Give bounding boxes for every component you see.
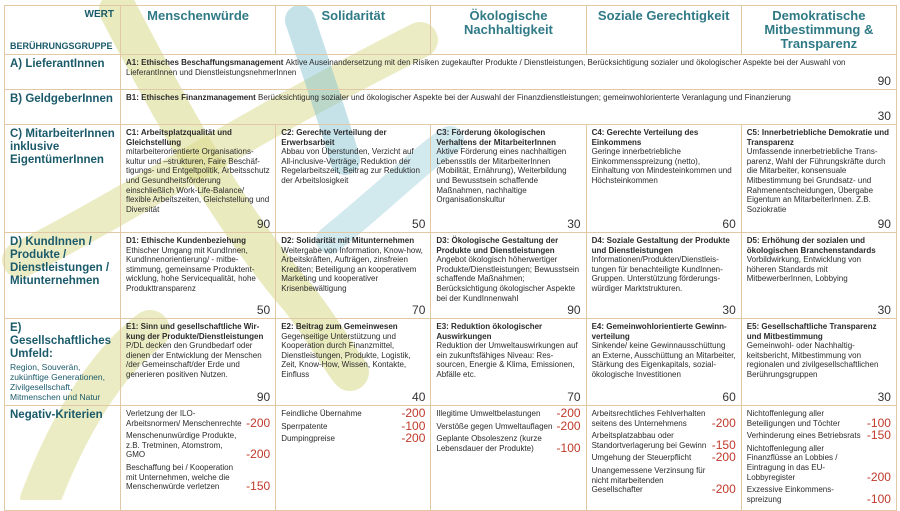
negative-item: [747, 444, 891, 482]
value-header-solidaritaet: Solidarität: [276, 6, 431, 55]
negative-item-text: Feindliche Übernahme: [281, 409, 362, 418]
stakeholder-label: A) LieferantInnen: [5, 55, 121, 90]
negative-cell: [741, 406, 896, 511]
criterion-points: 30: [877, 390, 891, 404]
value-header-oekologie: Ökologische Nachhaltigkeit: [431, 6, 586, 55]
criterion-points: 30: [877, 303, 891, 317]
negative-cell: [431, 406, 586, 511]
row-gesellschaft: [5, 319, 897, 406]
criterion-text: Aktive Auseinandersetzung mit den Risiken zugekaufter Produkte / Dienstleistungen, Berücksichtigung sozialer und ökologischer Aspekte bei der Auswahl von LieferantInnen und DienstleistungsnehmerInnen: [126, 58, 846, 77]
criterion-text: Aktive Förderung eines nachhaltigen Lebensstils der MitarbeiterInnen (Mobilität, Ernährung), Weiterbildung und Bewusstsein schaffende Maßnahmen, nachhaltige Organisationskultur: [436, 147, 567, 205]
criterion-cell: [741, 319, 896, 406]
criterion-points: 90: [567, 303, 581, 317]
negative-item-text: Dumpingpreise: [281, 434, 335, 444]
criterion-title: E3: Reduktion ökologischer Auswirkungen: [436, 322, 543, 341]
criterion-title: E5: Gesellschaftliche Transparenz und Mitbestimmung: [746, 322, 877, 341]
negative-cell: [121, 406, 276, 511]
negative-item: [436, 418, 581, 433]
negative-item-points: -200: [401, 406, 426, 420]
criterion-points: 90: [877, 217, 891, 231]
stakeholder-title: E) Gesellschaftliches Umfeld:: [10, 322, 111, 360]
negative-item-text: Arbeitsrechtliches Fehlverhalten seitens des Unternehmens: [591, 409, 706, 428]
negative-item-text: Illegitime Umweltbelastungen: [436, 409, 541, 418]
criterion-text: Abbau von Überstunden, Verzicht auf All-inclusive-Verträge, Reduktion der Regelarbeitszeit, Beitrag zur Reduktion der Arbeitslosigkeit: [281, 147, 420, 185]
row-mitarbeiter: [5, 125, 897, 233]
negative-item: [436, 406, 581, 420]
criterion-text: Umfassende innerbetriebliche Transparenz, Wahl der Führungskräfte durch die Mitarbeiter, konsensuale Mitbestimmung bei Grundsatz- und Rahmenentscheidungen, Übergabe Eigentum an MitarbeiterInnen. Z.B. Soziokratie: [746, 147, 886, 214]
criterion-points: 70: [567, 390, 581, 404]
negative-item-text: Arbeitsplatzabbau oder Standortverlagerung bei Gewinn: [591, 431, 707, 450]
negative-item-text: Verhinderung eines Betriebsrats: [746, 431, 861, 441]
row-geldgeber: [5, 90, 897, 125]
criterion-text: Sinkende/ keine Gewinnausschüttung an Externe, Ausschüttung an Mitarbeiter, Stärkung des Eigenkapitals, sozial-ökologische Investitionen: [591, 341, 736, 379]
criterion-cell: [431, 319, 586, 406]
criterion-cell: [276, 319, 431, 406]
negative-item: [747, 485, 891, 504]
criterion-text: Gegenseitige Unterstützung und Kooperation durch Finanzmittel, Dienstleistungen, Produkte, Logistik, Zeit, Know-How, Wissen, Kontakte, Einfluss: [281, 331, 411, 379]
criterion-title: B1: Ethisches Finanzmanagement: [126, 93, 256, 102]
criterion-cell: [586, 233, 741, 319]
criterion-cell: [586, 319, 741, 406]
negative-item-text: Umgehung der Steuerpflicht: [591, 453, 692, 463]
negative-item: [281, 418, 426, 433]
stakeholder-subtitle: Region, Souverän, zukünftige Generationen, Zivilgesellschaft, Mitmenschen und Natur: [10, 362, 105, 402]
criterion-text: Gemeinwohl- oder Nachhaltigkeitsbericht, Mitbestimmung von regionalen und zivilgesellschaftlichen Berührungsgruppen: [746, 341, 879, 379]
criterion-points: 90: [877, 74, 891, 88]
negative-item-points: -200: [711, 450, 736, 465]
criterion-title: C3: Förderung ökologischen Verhaltens der MitarbeiterInnen: [436, 128, 556, 147]
negative-item: [746, 428, 891, 443]
negative-item-points: -200: [866, 469, 891, 484]
stakeholder-label: B) GeldgeberInnen: [5, 90, 121, 125]
negative-item: [592, 409, 736, 428]
criterion-text: Ethischer Umgang mit KundInnen, KundInnenorientierung/ - mitbestimmung, gemeinsame Produktentwicklung, hohe Servicequalität, hohe Produkttransparenz: [126, 245, 256, 293]
negative-item-points: -200: [556, 406, 581, 420]
negative-list: [281, 406, 426, 446]
criterion-cell: [121, 55, 897, 90]
negative-item-text: Beschaffung bei / Kooperation mit Unternehmen, welche die Menschenwürde verletzen: [126, 462, 234, 492]
corner-value-label: WERT: [84, 9, 114, 20]
criterion-title: C2: Gerechte Verteilung der Erwerbsarbeit: [281, 128, 387, 147]
negative-item-text: Verletzung der ILO-Arbeitsnormen/ Menschenrechte: [126, 409, 242, 428]
negative-item: [281, 431, 426, 446]
negative-item: [436, 434, 580, 453]
negative-item-points: -200: [246, 415, 271, 430]
negative-item-points: -100: [866, 415, 891, 430]
negative-item: [281, 406, 426, 420]
negative-item-points: -150: [711, 437, 736, 452]
criterion-points: 90: [256, 217, 271, 231]
criterion-title: C5: Innerbetriebliche Demokratie und Transparenz: [746, 128, 890, 147]
criterion-cell: [741, 233, 896, 319]
criterion-title: E4: Gemeinwohlorientierte Gewinnverteilung: [591, 322, 727, 341]
negative-item-points: -200: [246, 447, 271, 462]
criterion-text: Informationen/Produkten/Dienstleistungen für benachteiligte KundInnen-Gruppen. Unterstützung förderungswürdiger Marktstrukturen.: [591, 255, 723, 293]
criterion-text: mitarbeiterorientierte Organisationskultur und –strukturen, Faire Beschäftigungs- und Entgeltpolitik, Arbeitsschutz und Gesundheitsförderung einschließlich Work-Life-Balance/ flexible Arbeitszeiten, Gleichstellung und Diversität: [126, 147, 270, 214]
criterion-text: Geringe innerbetriebliche Einkommensspreizung (netto), Einhaltung von Mindesteinkommen und Höchsteinkommen: [591, 147, 732, 185]
negative-item-points: -200: [556, 418, 581, 433]
negative-item-text: Menschenunwürdige Produkte, z.B. Tretminen, Atomstrom, GMO: [126, 431, 237, 460]
criterion-cell: [741, 125, 896, 233]
negative-item-text: Nichtoffenlegung aller Beteiligungen und Töchter: [746, 409, 841, 428]
criterion-points: 30: [722, 303, 736, 317]
criterion-title: C4: Gerechte Verteilung des Einkommens: [591, 128, 699, 147]
criterion-points: 60: [722, 390, 736, 404]
negative-list: [126, 409, 270, 492]
row-kunden: [5, 233, 897, 319]
criterion-text: Berücksichtigung sozialer und ökologischer Aspekte bei der Auswahl der Finanzdienstleistungen; gemeinwohlorienterte Veranlagung und Finanzierung: [258, 93, 791, 102]
criterion-text: Angebot ökologisch höherwertiger Produkte/Dienstleistungen; Bewusstsein schaffende Maßnahmen; Berücksichtigung ökologischer Aspekte bei der KundInnenwahl: [436, 255, 580, 303]
negative-item-text: Exzessive Einkommensspreizung: [746, 485, 834, 504]
negative-item-points: -200: [711, 415, 736, 430]
negative-item-text: Unangemessene Verzinsung für nicht mitarbeitenden Gesellschafter: [591, 465, 706, 495]
row-lieferanten: [5, 55, 897, 90]
criterion-text: Weitergabe von Information, Know-how, Arbeitskräften, Aufträgen, zinsfreien Krediten; Beteiligung an kooperativem Marketing und kooperativer Krisenbewältigung: [281, 245, 423, 293]
header-row: [5, 6, 897, 55]
negative-list: [592, 409, 736, 495]
criterion-points: 30: [567, 217, 581, 231]
stakeholder-label: [5, 319, 121, 406]
criterion-title: D4: Soziale Gestaltung der Produkte und Dienstleistungen: [591, 236, 730, 255]
stakeholder-label: C) MitarbeiterInnen inklusive EigentümerInnen: [5, 125, 121, 233]
negative-item-text: Verstöße gegen Umweltauflagen: [436, 421, 553, 431]
criterion-points: 50: [256, 303, 271, 317]
criterion-points: 50: [412, 217, 426, 231]
negative-list: [436, 406, 581, 455]
criterion-points: 40: [412, 390, 426, 404]
criterion-points: 30: [877, 109, 891, 123]
negative-item-points: -150: [246, 479, 271, 494]
negative-criteria-label: Negativ-Kriterien: [5, 406, 121, 511]
corner-group-label: BERÜHRUNGSGRUPPE: [10, 41, 113, 51]
negative-item: [126, 409, 270, 428]
criterion-cell: [121, 233, 276, 319]
value-header-menschenwuerde: Menschenwürde: [121, 6, 276, 55]
stakeholder-label: D) KundInnen / Produkte / Dienstleistungen / Mitunternehmen: [5, 233, 121, 319]
criterion-cell: [121, 90, 897, 125]
negative-item: [592, 431, 736, 450]
negative-item-text: Sperrpatente: [281, 421, 328, 431]
criterion-points: 60: [722, 217, 736, 231]
criterion-title: C1: Arbeitsplatzqualität und Gleichstellung: [126, 128, 232, 147]
value-header-gerechtigkeit: Soziale Gerechtigkeit: [586, 6, 741, 55]
criterion-points: 90: [256, 390, 271, 404]
negative-item-text: Geplante Obsoleszenz (kurze Lebensdauer der Produkte): [436, 434, 542, 453]
negative-cell: [586, 406, 741, 511]
criterion-title: D5: Erhöhung der sozialen und ökologischen Branchenstandards: [746, 236, 876, 255]
criterion-text: Reduktion der Umweltauswirkungen auf ein zukunftsfähiges Niveau: Ressourcen, Energie & Klima, Emissionen, Abfälle etc.: [436, 341, 578, 379]
criterion-points: 70: [412, 303, 426, 317]
criterion-cell: [586, 125, 741, 233]
criterion-text: P/DL decken den Grundbedarf oder dienen der Entwicklung der Menschen /der Gemeinschaft/der Erde und generieren positiven Nutzen.: [126, 341, 262, 379]
negative-item-points: -100: [866, 491, 891, 506]
negative-item-points: -150: [866, 428, 891, 443]
criterion-cell: [431, 233, 586, 319]
criterion-title: E1: Sinn und gesellschaftliche Wirkung der Produkte/Dienstleistungen: [126, 322, 264, 341]
negative-item-points: -100: [556, 440, 581, 455]
negative-item-points: -100: [401, 418, 426, 433]
criterion-title: D2: Solidarität mit Mitunternehmen: [281, 236, 415, 245]
criterion-cell: [121, 125, 276, 233]
corner-cell: [5, 6, 121, 55]
criterion-cell: [121, 319, 276, 406]
criterion-title: D1: Ethische Kundenbeziehung: [126, 236, 247, 245]
negative-item-text: Nichtoffenlegung aller Finanzflüsse an Lobbies / Eintragung in das EU-Lobbyregister: [746, 443, 838, 482]
negative-item: [126, 463, 270, 492]
criterion-title: D3: Ökologische Gestaltung der Produkte und Dienstleistungen: [436, 236, 559, 255]
criterion-cell: [276, 125, 431, 233]
negative-list: [747, 409, 891, 504]
row-negativ: [5, 406, 897, 511]
common-good-matrix: [4, 5, 897, 511]
negative-cell: [276, 406, 431, 511]
negative-item: [591, 450, 736, 465]
criterion-cell: [276, 233, 431, 319]
negative-item: [592, 466, 736, 495]
criterion-cell: [431, 125, 586, 233]
negative-item: [126, 431, 270, 460]
value-header-demokratie: Demokratische Mitbestimmung & Transparenz: [741, 6, 896, 55]
criterion-title: A1: Ethisches Beschaffungsmanagement: [126, 58, 284, 67]
criterion-title: E2: Beitrag zum Gemeinwesen: [281, 322, 398, 331]
negative-item-points: -200: [401, 431, 426, 446]
negative-item: [747, 409, 891, 428]
criterion-text: Vorbildwirkung, Entwicklung von höheren Standards mit MitbewerberInnen, Lobbying: [746, 255, 862, 284]
negative-item-points: -200: [711, 482, 736, 497]
